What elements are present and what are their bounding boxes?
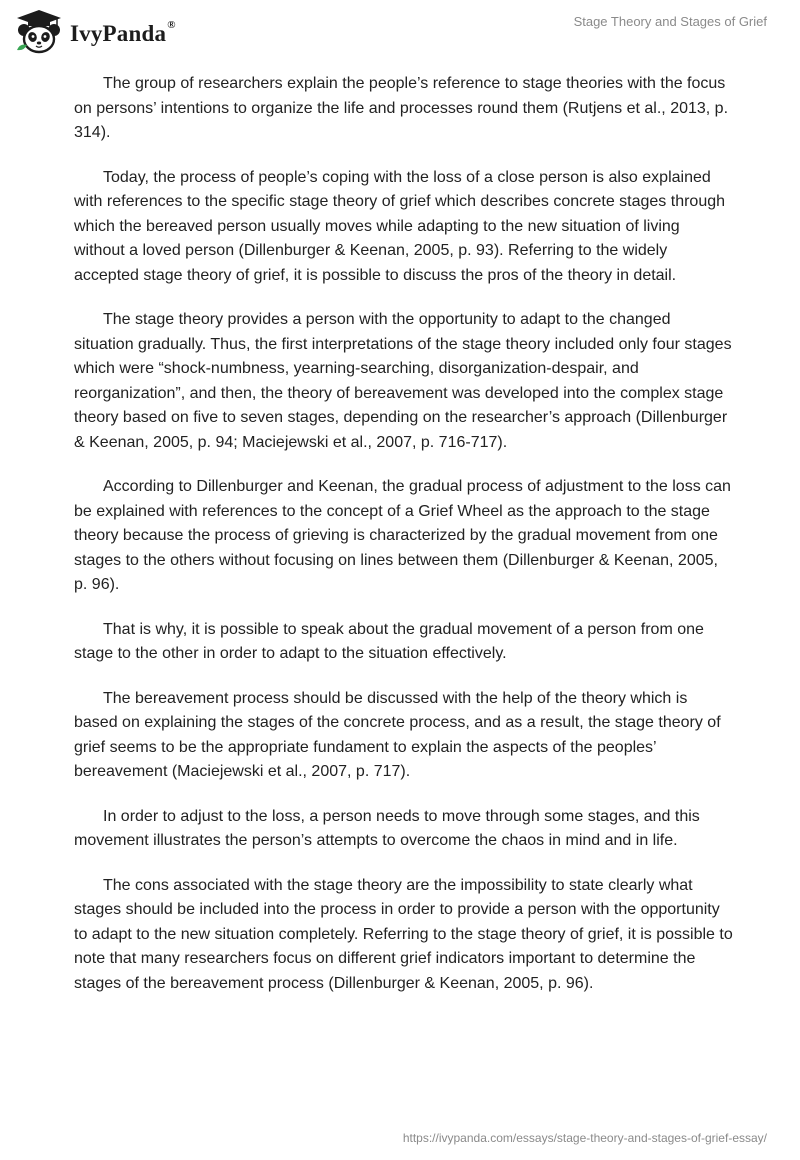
paragraph: The group of researchers explain the people’s reference to stage theories with the focus on persons’ intentions to organize the life and processes round them (Rutjens et al., 2013, p. 314). [74,75,729,141]
page-header [0,0,800,64]
registered-mark: ® [167,19,176,32]
essay-body [74,72,734,1016]
paragraph: In order to adjust to the loss, a person needs to move through some stages, and this movement illustrates the person’s attempts to overcome the chaos in mind and in life. [74,807,700,849]
paragraph: According to Dillenburger and Keenan, the gradual process of adjustment to the loss can be explained with references to the concept of a Grief Wheel as the approach to the stage theory because the process of grieving is characterized by the gradual movement from one stages to the others without focusing on lines between them (Dillenburger & Keenan, 2005, p. 96). [74,478,731,593]
brand-name [70,21,176,47]
panda-graduate-icon [14,8,64,56]
ivypanda-logo[interactable] [14,8,176,56]
paragraph: The bereavement process should be discussed with the help of the theory which is based on explaining the stages of the concrete process, and as a result, the stage theory of grief seems to be the appropriate fundament to explain the aspects of the peoples’ bereavement (Maciejewski et al., 2007, p. 717). [74,689,721,780]
document-title: Stage Theory and Stages of Grief [573,14,767,29]
paragraph: The cons associated with the stage theory are the impossibility to state clearly what stages should be included into the process in order to provide a person with the opportunity to adapt to the new situation completely. Referring to the stage theory of grief, it is possible to note that many researchers focus on different grief indicators important to determine the stages of the bereavement process (Dillenburger & Keenan, 2005, p. 96). [74,876,733,992]
brand-name-text: IvyPanda [70,21,167,46]
paragraph: That is why, it is possible to speak about the gradual movement of a person from one stage to the other in order to adapt to the situation effectively. [74,620,704,662]
paragraph: Today, the process of people’s coping with the loss of a close person is also explained with references to the specific stage theory of grief which describes concrete stages through which the bereaved person usually moves while adapting to the new situation of living without a loved person (Dillenburger & Keenan, 2005, p. 93). Referring to the widely accepted stage theory of grief, it is possible to discuss the pros of the theory in detail. [74,168,726,284]
paragraph: The stage theory provides a person with the opportunity to adapt to the changed situation gradually. Thus, the first interpretations of the stage theory included only four stages which were “shock-numbness, yearning-searching, disorganization-despair, and reorganization”, and then, the theory of bereavement was developed into the complex stage theory based on five to seven stages, depending on the researcher’s approach (Dillenburger & Keenan, 2005, p. 94; Maciejewski et al., 2007, p. 716-717). [74,311,732,451]
source-url-link[interactable]: https://ivypanda.com/essays/stage-theory-and-stages-of-grief-essay/ [402,1131,767,1145]
